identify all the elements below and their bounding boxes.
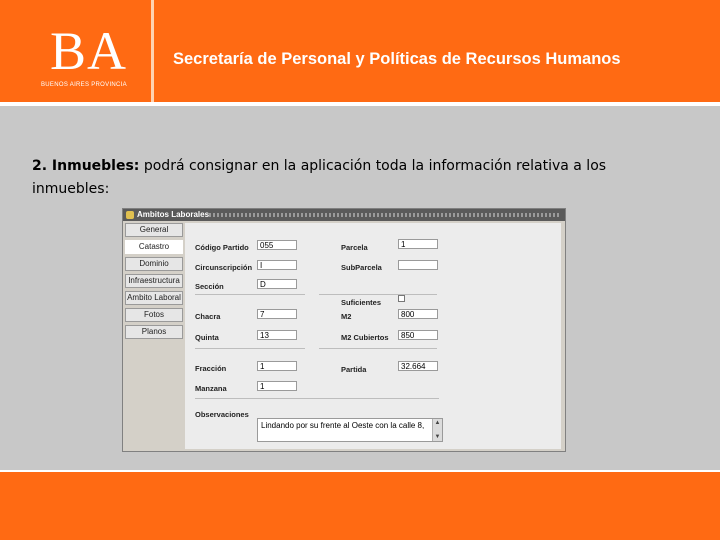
nav-item-planos[interactable]: Planos	[125, 325, 183, 339]
footer-banner	[0, 472, 720, 540]
observaciones-label: Observaciones	[195, 410, 249, 419]
subparcela-input[interactable]	[398, 260, 438, 270]
circunscripcion-input[interactable]: I	[257, 260, 297, 270]
partida-input[interactable]: 32.664	[398, 361, 438, 371]
titlebar-grip	[209, 213, 559, 217]
header-banner	[0, 0, 720, 102]
m2-input[interactable]: 800	[398, 309, 438, 319]
manzana-input[interactable]: 1	[257, 381, 297, 391]
nav-sidebar	[125, 223, 183, 342]
intro-heading: 2. Inmuebles:	[32, 158, 140, 174]
subparcela-label: SubParcela	[341, 263, 382, 272]
window-titlebar	[123, 209, 565, 221]
separator	[195, 294, 305, 295]
seccion-label: Sección	[195, 282, 224, 291]
header-title: Secretaría de Personal y Políticas de Recursos Humanos	[173, 50, 621, 68]
observaciones-text: Lindando por su frente al Oeste con la calle 8,	[261, 421, 425, 430]
window-title: Ambitos Laborales	[137, 210, 210, 219]
partida-label: Partida	[341, 365, 367, 374]
nav-item-fotos[interactable]: Fotos	[125, 308, 183, 322]
logo-subtitle: BUENOS AIRES PROVINCIA	[41, 82, 127, 88]
parcela-input[interactable]: 1	[398, 239, 438, 249]
m2-cubiertos-input[interactable]: 850	[398, 330, 438, 340]
app-window	[122, 208, 566, 452]
seccion-input[interactable]: D	[257, 279, 297, 289]
intro-text: podrá consignar en la aplicación toda la información relativa a los inmuebles:	[32, 158, 607, 197]
nav-item-ambito-laboral[interactable]: Ambito Laboral	[125, 291, 183, 305]
separator	[319, 348, 437, 349]
fraccion-label: Fracción	[195, 364, 227, 373]
observaciones-scrollbar[interactable]	[432, 419, 442, 441]
chacra-label: Chacra	[195, 312, 221, 321]
separator	[195, 398, 439, 399]
nav-item-catastro[interactable]: Catastro	[125, 240, 183, 254]
quinta-input[interactable]: 13	[257, 330, 297, 340]
m2-cubiertos-label: M2 Cubiertos	[341, 333, 389, 342]
app-icon	[126, 211, 134, 219]
circunscripcion-label: Circunscripción	[195, 263, 253, 272]
quinta-label: Quinta	[195, 333, 219, 342]
nav-item-general[interactable]: General	[125, 223, 183, 237]
codigo-partido-input[interactable]: 055	[257, 240, 297, 250]
intro-paragraph	[32, 155, 652, 201]
suficientes-checkbox[interactable]	[398, 295, 405, 302]
separator	[319, 294, 437, 295]
observaciones-textarea[interactable]	[257, 418, 443, 442]
header-divider	[151, 0, 154, 102]
codigo-partido-label: Código Partido	[195, 243, 249, 252]
catastro-form	[185, 223, 561, 449]
fraccion-input[interactable]: 1	[257, 361, 297, 371]
manzana-label: Manzana	[195, 384, 227, 393]
logo: BA	[50, 21, 128, 81]
scroll-down-icon[interactable]: ▼	[434, 434, 441, 440]
scroll-up-icon[interactable]: ▲	[434, 420, 441, 426]
m2-label: M2	[341, 312, 352, 321]
chacra-input[interactable]: 7	[257, 309, 297, 319]
nav-item-dominio[interactable]: Dominio	[125, 257, 183, 271]
separator	[195, 348, 305, 349]
suficientes-label: Suficientes	[341, 298, 382, 307]
parcela-label: Parcela	[341, 243, 368, 252]
nav-item-infraestructura[interactable]: Infraestructura	[125, 274, 183, 288]
